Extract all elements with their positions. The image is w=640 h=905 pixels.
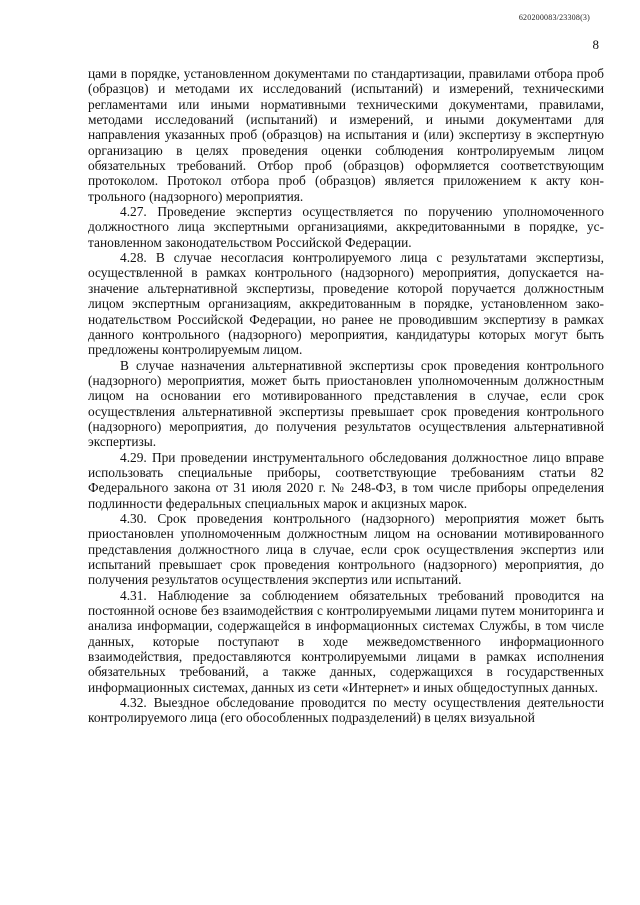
paragraph-4-28-alternative: В случае назначения альтернативной экспертизы срок проведения контрольного (надзорного) мероприятия, может быть приостановлен уполномоченным должностным лицом на основании его мотивированного представления в случае, если срок осуществления альтернативной экспертизы превышает срок проведения контрольного (надзорного) мероприятия, до получения результатов осуществления альтернативной экспертизы. (88, 357, 604, 450)
paragraph-4-28: 4.28. В случае несогласия контролируемого лица с результатами экспертизы, осуществленной в рамках контрольного (надзорного) мероприятия, допускается назначение альтернативной экспертизы, проведение которой поручается должностным лицом экспертным организациям, аккредитованным в порядке, установленном законодательством Российской Федерации, но ранее не проводившим экспертизу в рамках данного контрольного (надзорного) мероприятия, кандидатуры которых могут быть предложены контролируемым лицом. (88, 250, 604, 358)
paragraph-4-29: 4.29. При проведении инструментального обследования должностное лицо вправе использовать специальные приборы, соответствующие требованиям статьи 82 Федерального закона от 31 июля 2020 г. № 248-ФЗ, в том числе приборы определения подлинности федеральных специальных марок и акцизных марок. (88, 449, 604, 511)
document-code: 620200083/23308(3) (518, 13, 590, 22)
paragraph-4-31: 4.31. Наблюдение за соблюдением обязательных требований проводится на постоянной основе без взаимодействия с контролируемыми лицами путем мониторинга и анализа информации, содержащейся в информационных системах Службы, в том числе данных, которые поступают в ходе межведомственного информационного взаимодействия, предоставляются контролируемыми лицами в рамках исполнения обязательных требований, а также данных, содержащихся в государственных информационных системах, данных из сети «Интернет» и иных общедоступных данных. (88, 587, 604, 695)
page-number: 8 (592, 37, 599, 52)
paragraph-4-30: 4.30. Срок проведения контрольного (надзорного) мероприятия может быть приостановлен уполномоченным должностным лицом на основании мотивированного представления должностного лица в случае, если срок осуществления экспертиз или испытаний превышает срок проведения контрольного (надзорного) мероприятия, до получения результатов осуществления экспертиз или испытаний. (88, 510, 604, 588)
paragraph-4-27: 4.27. Проведение экспертиз осуществляется по поручению уполномоченного должностного лица экспертными организациями, аккредитованными в порядке, установленном законодательством Российской Федерации. (88, 204, 604, 250)
document-body (88, 66, 604, 726)
paragraph-continuation: цами в порядке, установленном документами по стандартизации, правилами отбора проб (образцов) и методами их исследований (испытаний) и измерений, техническими регламентами или иными нормативными техническими документами, правилами, методами исследований (испытаний) и измерений, и иными документами для направления указанных проб (образцов) на испытания и (или) экспертизу в экспертную организацию в целях проведения оценки соблюдения контролируемым лицом обязательных требований. Отбор проб (образцов) оформляется соответствующим протоколом. Протокол отбора проб (образцов) является приложением к акту контрольного (надзорного) мероприятия. (88, 66, 604, 204)
paragraph-4-32: 4.32. Выездное обследование проводится по месту осуществления деятельности контролируемого лица (его обособленных подразделений) в целях визуальной (88, 695, 604, 726)
